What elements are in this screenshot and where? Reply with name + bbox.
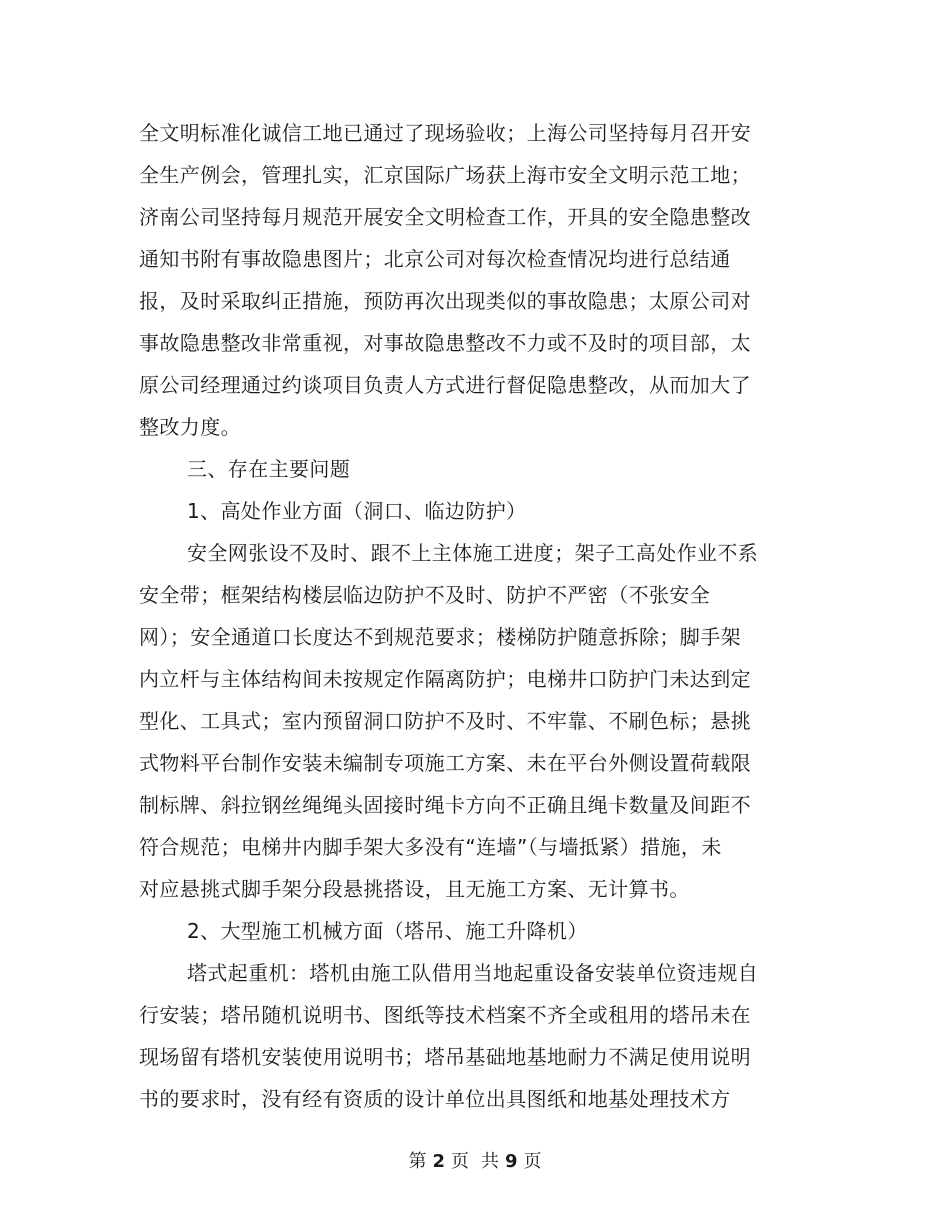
- subsection-heading: 1、高处作业方面（洞口、临边防护）: [187, 499, 527, 523]
- current-page-number: 2: [432, 1151, 445, 1172]
- text-line: 内立杆与主体结构间未按规定作隔离防护；电梯井口防护门未达到定: [139, 667, 751, 691]
- text-line: 安全带；框架结构楼层临边防护不及时、防护不严密（不张安全: [139, 583, 711, 607]
- text-line: 济南公司坚持每月规范开展安全文明检查工作，开具的安全隐患整改: [139, 205, 751, 229]
- document-body: [139, 112, 759, 1120]
- text-line: 现场留有塔机安装使用说明书；塔吊基础地基地耐力不满足使用说明: [139, 1045, 751, 1069]
- footer-total-word: 共: [481, 1151, 499, 1172]
- footer-suffix: 页: [523, 1151, 542, 1172]
- text-line: 报，及时采取纠正措施，预防再次出现类似的事故隐患；太原公司对: [139, 289, 751, 313]
- subsection-heading: 2、大型施工机械方面（塔吊、施工升降机）: [187, 919, 588, 943]
- text-line: 行安装；塔吊随机说明书、图纸等技术档案不齐全或租用的塔吊未在: [139, 1003, 751, 1027]
- text-line: 通知书附有事故隐患图片；北京公司对每次检查情况均进行总结通: [139, 247, 731, 271]
- text-line: 安全网张设不及时、跟不上主体施工进度；架子工高处作业不系: [187, 541, 759, 565]
- text-line: 书的要求时，没有经有资质的设计单位出具图纸和地基处理技术方: [139, 1087, 731, 1111]
- total-page-number: 9: [505, 1151, 518, 1172]
- footer-prefix: 第: [408, 1151, 427, 1172]
- section-heading: 三、存在主要问题: [187, 457, 351, 481]
- page-footer: [0, 1150, 950, 1174]
- text-line: 塔式起重机：塔机由施工队借用当地起重设备安装单位资违规自: [187, 961, 759, 985]
- footer-page-word: 页: [451, 1151, 469, 1172]
- text-line: 符合规范；电梯井内脚手架大多没有“连墙”（与墙抵紧）措施，未: [139, 835, 722, 859]
- text-line: 整改力度。: [139, 415, 241, 439]
- text-line: 式物料平台制作安装未编制专项施工方案、未在平台外侧设置荷载限: [139, 751, 751, 775]
- text-line: 全文明标准化诚信工地已通过了现场验收；上海公司坚持每月召开安: [139, 121, 751, 145]
- text-line: 事故隐患整改非常重视，对事故隐患整改不力或不及时的项目部，太: [139, 331, 751, 355]
- text-line: 型化、工具式；室内预留洞口防护不及时、不牢靠、不刷色标；悬挑: [139, 709, 751, 733]
- text-line: 对应悬挑式脚手架分段悬挑搭设，且无施工方案、无计算书。: [139, 877, 690, 901]
- text-line: 网）；安全通道口长度达不到规范要求；楼梯防护随意拆除；脚手架: [139, 625, 741, 649]
- text-line: 原公司经理通过约谈项目负责人方式进行督促隐患整改，从而加大了: [139, 373, 751, 397]
- text-line: 全生产例会，管理扎实，汇京国际广场获上海市安全文明示范工地；: [139, 163, 751, 187]
- text-line: 制标牌、斜拉钢丝绳绳头固接时绳卡方向不正确且绳卡数量及间距不: [139, 793, 751, 817]
